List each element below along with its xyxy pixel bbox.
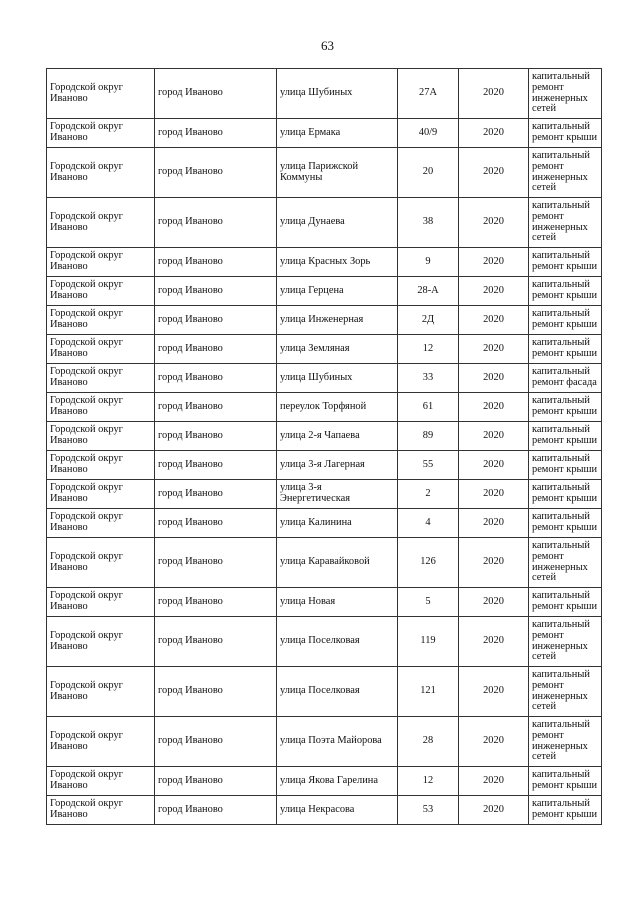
table-row xyxy=(47,198,602,248)
city-cell: город Иваново xyxy=(155,335,277,364)
repair-year-cell: 2020 xyxy=(459,119,529,148)
street-cell: улица Дунаева xyxy=(277,198,398,248)
house-number-cell: 55 xyxy=(398,451,459,480)
street-cell: улица Якова Гарелина xyxy=(277,767,398,796)
street-cell: улица Красных Зорь xyxy=(277,248,398,277)
municipal-district-cell: Городской округ Иваново xyxy=(47,69,155,119)
repair-year-cell: 2020 xyxy=(459,198,529,248)
repair-year-cell: 2020 xyxy=(459,617,529,667)
street-cell: улица Калинина xyxy=(277,509,398,538)
repair-year-cell: 2020 xyxy=(459,667,529,717)
table-row xyxy=(47,306,602,335)
repair-year-cell: 2020 xyxy=(459,796,529,825)
repair-type-cell: капитальный ремонт инженерных сетей xyxy=(529,69,602,119)
municipal-district-cell: Городской округ Иваново xyxy=(47,767,155,796)
street-cell: улица Инженерная xyxy=(277,306,398,335)
street-cell: улица Некрасова xyxy=(277,796,398,825)
street-cell: улица Поселковая xyxy=(277,667,398,717)
repair-type-cell: капитальный ремонт крыши xyxy=(529,451,602,480)
city-cell: город Иваново xyxy=(155,667,277,717)
table-row xyxy=(47,393,602,422)
table-row xyxy=(47,767,602,796)
repair-type-cell: капитальный ремонт крыши xyxy=(529,767,602,796)
house-number-cell: 28 xyxy=(398,717,459,767)
table-row xyxy=(47,119,602,148)
municipal-district-cell: Городской округ Иваново xyxy=(47,588,155,617)
street-cell: улица 3-я Лагерная xyxy=(277,451,398,480)
street-cell: улица Парижской Коммуны xyxy=(277,148,398,198)
repair-year-cell: 2020 xyxy=(459,480,529,509)
city-cell: город Иваново xyxy=(155,767,277,796)
table-row xyxy=(47,796,602,825)
city-cell: город Иваново xyxy=(155,422,277,451)
city-cell: город Иваново xyxy=(155,364,277,393)
municipal-district-cell: Городской округ Иваново xyxy=(47,306,155,335)
table-row xyxy=(47,451,602,480)
table-row xyxy=(47,277,602,306)
house-number-cell: 2 xyxy=(398,480,459,509)
repair-year-cell: 2020 xyxy=(459,509,529,538)
street-cell: улица Земляная xyxy=(277,335,398,364)
house-number-cell: 12 xyxy=(398,767,459,796)
repair-year-cell: 2020 xyxy=(459,364,529,393)
city-cell: город Иваново xyxy=(155,509,277,538)
street-cell: улица Шубиных xyxy=(277,364,398,393)
municipal-district-cell: Городской округ Иваново xyxy=(47,422,155,451)
repair-year-cell: 2020 xyxy=(459,277,529,306)
house-number-cell: 4 xyxy=(398,509,459,538)
house-number-cell: 5 xyxy=(398,588,459,617)
house-number-cell: 9 xyxy=(398,248,459,277)
municipal-district-cell: Городской округ Иваново xyxy=(47,148,155,198)
repair-type-cell: капитальный ремонт инженерных сетей xyxy=(529,198,602,248)
repair-type-cell: капитальный ремонт инженерных сетей xyxy=(529,538,602,588)
housing-repair-table xyxy=(46,68,602,825)
city-cell: город Иваново xyxy=(155,796,277,825)
table-row xyxy=(47,538,602,588)
city-cell: город Иваново xyxy=(155,538,277,588)
city-cell: город Иваново xyxy=(155,451,277,480)
municipal-district-cell: Городской округ Иваново xyxy=(47,538,155,588)
table-row xyxy=(47,69,602,119)
repair-year-cell: 2020 xyxy=(459,451,529,480)
house-number-cell: 38 xyxy=(398,198,459,248)
repair-type-cell: капитальный ремонт крыши xyxy=(529,393,602,422)
repair-year-cell: 2020 xyxy=(459,69,529,119)
house-number-cell: 28-А xyxy=(398,277,459,306)
page-number: 63 xyxy=(321,38,334,53)
house-number-cell: 12 xyxy=(398,335,459,364)
repair-year-cell: 2020 xyxy=(459,248,529,277)
city-cell: город Иваново xyxy=(155,306,277,335)
house-number-cell: 33 xyxy=(398,364,459,393)
house-number-cell: 2Д xyxy=(398,306,459,335)
repair-type-cell: капитальный ремонт крыши xyxy=(529,588,602,617)
municipal-district-cell: Городской округ Иваново xyxy=(47,451,155,480)
street-cell: улица Поселковая xyxy=(277,617,398,667)
table-row xyxy=(47,248,602,277)
municipal-district-cell: Городской округ Иваново xyxy=(47,198,155,248)
municipal-district-cell: Городской округ Иваново xyxy=(47,509,155,538)
city-cell: город Иваново xyxy=(155,248,277,277)
municipal-district-cell: Городской округ Иваново xyxy=(47,364,155,393)
table-row xyxy=(47,422,602,451)
street-cell: улица Поэта Майорова xyxy=(277,717,398,767)
house-number-cell: 61 xyxy=(398,393,459,422)
repair-year-cell: 2020 xyxy=(459,717,529,767)
city-cell: город Иваново xyxy=(155,277,277,306)
street-cell: улица Новая xyxy=(277,588,398,617)
city-cell: город Иваново xyxy=(155,148,277,198)
repair-type-cell: капитальный ремонт инженерных сетей xyxy=(529,667,602,717)
street-cell: улица Шубиных xyxy=(277,69,398,119)
city-cell: город Иваново xyxy=(155,617,277,667)
repair-type-cell: капитальный ремонт крыши xyxy=(529,796,602,825)
municipal-district-cell: Городской округ Иваново xyxy=(47,119,155,148)
house-number-cell: 119 xyxy=(398,617,459,667)
house-number-cell: 40/9 xyxy=(398,119,459,148)
repair-type-cell: капитальный ремонт инженерных сетей xyxy=(529,717,602,767)
repair-type-cell: капитальный ремонт крыши xyxy=(529,509,602,538)
repair-year-cell: 2020 xyxy=(459,588,529,617)
city-cell: город Иваново xyxy=(155,480,277,509)
table-body xyxy=(47,69,602,825)
table-row xyxy=(47,480,602,509)
municipal-district-cell: Городской округ Иваново xyxy=(47,277,155,306)
city-cell: город Иваново xyxy=(155,717,277,767)
repair-year-cell: 2020 xyxy=(459,393,529,422)
city-cell: город Иваново xyxy=(155,198,277,248)
repair-year-cell: 2020 xyxy=(459,422,529,451)
city-cell: город Иваново xyxy=(155,393,277,422)
repair-type-cell: капитальный ремонт крыши xyxy=(529,119,602,148)
city-cell: город Иваново xyxy=(155,588,277,617)
repair-year-cell: 2020 xyxy=(459,306,529,335)
street-cell: улица Каравайковой xyxy=(277,538,398,588)
street-cell: улица 3-я Энергетическая xyxy=(277,480,398,509)
city-cell: город Иваново xyxy=(155,69,277,119)
house-number-cell: 121 xyxy=(398,667,459,717)
house-number-cell: 126 xyxy=(398,538,459,588)
table-row xyxy=(47,717,602,767)
table-row xyxy=(47,148,602,198)
repair-type-cell: капитальный ремонт крыши xyxy=(529,248,602,277)
table-row xyxy=(47,364,602,393)
table-row xyxy=(47,335,602,364)
municipal-district-cell: Городской округ Иваново xyxy=(47,617,155,667)
repair-type-cell: капитальный ремонт крыши xyxy=(529,306,602,335)
municipal-district-cell: Городской округ Иваново xyxy=(47,480,155,509)
table-row xyxy=(47,588,602,617)
repair-type-cell: капитальный ремонт фасада xyxy=(529,364,602,393)
street-cell: улица Ермака xyxy=(277,119,398,148)
repair-type-cell: капитальный ремонт крыши xyxy=(529,480,602,509)
house-number-cell: 53 xyxy=(398,796,459,825)
municipal-district-cell: Городской округ Иваново xyxy=(47,796,155,825)
repair-year-cell: 2020 xyxy=(459,538,529,588)
repair-type-cell: капитальный ремонт крыши xyxy=(529,422,602,451)
table-row xyxy=(47,617,602,667)
repair-year-cell: 2020 xyxy=(459,335,529,364)
street-cell: улица Герцена xyxy=(277,277,398,306)
repair-type-cell: капитальный ремонт крыши xyxy=(529,335,602,364)
house-number-cell: 27А xyxy=(398,69,459,119)
street-cell: переулок Торфяной xyxy=(277,393,398,422)
street-cell: улица 2-я Чапаева xyxy=(277,422,398,451)
repair-type-cell: капитальный ремонт инженерных сетей xyxy=(529,617,602,667)
table-row xyxy=(47,667,602,717)
repair-type-cell: капитальный ремонт инженерных сетей xyxy=(529,148,602,198)
municipal-district-cell: Городской округ Иваново xyxy=(47,667,155,717)
municipal-district-cell: Городской округ Иваново xyxy=(47,335,155,364)
table-row xyxy=(47,509,602,538)
house-number-cell: 89 xyxy=(398,422,459,451)
city-cell: город Иваново xyxy=(155,119,277,148)
house-number-cell: 20 xyxy=(398,148,459,198)
municipal-district-cell: Городской округ Иваново xyxy=(47,717,155,767)
municipal-district-cell: Городской округ Иваново xyxy=(47,393,155,422)
repair-year-cell: 2020 xyxy=(459,767,529,796)
municipal-district-cell: Городской округ Иваново xyxy=(47,248,155,277)
repair-year-cell: 2020 xyxy=(459,148,529,198)
repair-type-cell: капитальный ремонт крыши xyxy=(529,277,602,306)
